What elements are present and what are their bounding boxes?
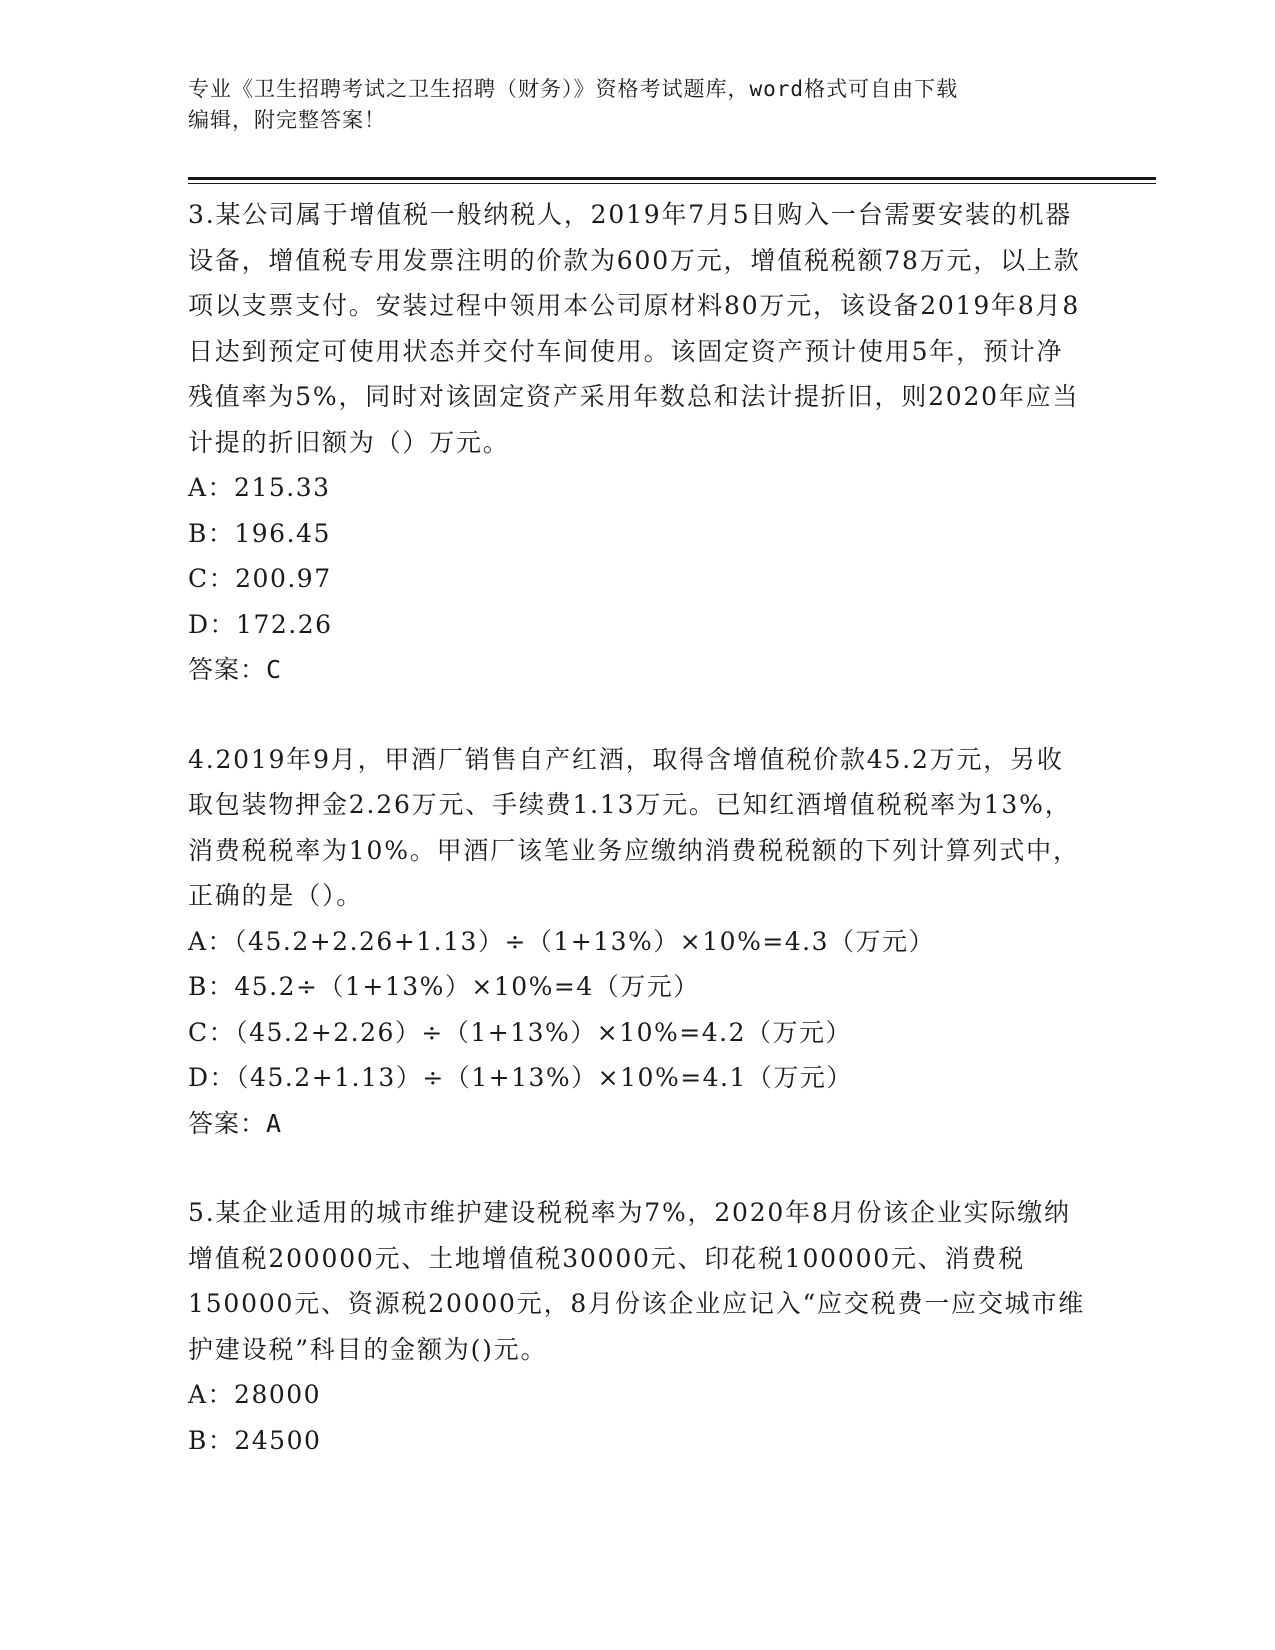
option-a: A：28000 [188,1380,322,1409]
option-b: B：24500 [188,1425,322,1455]
question-3 [188,192,1088,693]
question-stem: 4.2019年9月，甲酒厂销售自产红酒，取得含增值税价款45.2万元，另收取包装物押金2.26万元、手续费1.13万元。已知红酒增值税税率为13%，消费税税率为10%。甲酒厂该笔业务应缴纳消费税税额的下列计算列式中，正确的是（）。 [188,744,1080,910]
question-list [188,192,1088,1463]
option-c: C：（45.2+2.26）÷（1+13%）×10%=4.2（万元） [188,1017,852,1047]
option-a: A：（45.2+2.26+1.13）÷（1+13%）×10%=4.3（万元） [188,926,936,956]
spacer [188,1146,1088,1190]
option-d: D：172.26 [188,609,333,639]
header-line-2: 编辑，附完整答案！ [188,108,386,132]
question-stem: 3.某公司属于增值税一般纳税人，2019年7月5日购入一台需要安装的机器设备，增值税专用发票注明的价款为600万元，增值税税额78万元，以上款项以支票支付。安装过程中领用本公司原材料80万元，该设备2019年8月8日达到预定可使用状态并交付车间使用。该固定资产预计使用5年，预计净残值率为5%，同时对该固定资产采用年数总和法计提折旧，则2020年应当计提的折旧额为（）万元。 [188,200,1081,457]
option-d: D：（45.2+1.13）÷（1+13%）×10%=4.1（万元） [188,1063,853,1092]
header-divider-thick [188,177,1156,180]
option-b: B：196.45 [188,518,331,548]
option-b: B：45.2÷（1+13%）×10%=4（万元） [188,972,700,1001]
answer-label: 答案：A [188,1108,283,1138]
header-divider-thin [188,183,1156,184]
question-5 [188,1190,1088,1463]
header-line-1: 专业《卫生招聘考试之卫生招聘（财务）》资格考试题库，word格式可自由下载 [188,77,959,101]
question-4 [188,737,1088,1147]
spacer [188,693,1088,737]
option-c: C：200.97 [188,564,332,593]
answer-label: 答案：C [188,655,283,684]
option-a: A：215.33 [188,473,331,502]
question-stem: 5.某企业适用的城市维护建设税税率为7%，2020年8月份该企业实际缴纳增值税200000元、土地增值税30000元、印花税100000元、消费税150000元、资源税20000元，8月份该企业应记入“应交税费一应交城市维护建设税”科目的金额为()元。 [188,1198,1086,1364]
document-header [188,74,1088,136]
